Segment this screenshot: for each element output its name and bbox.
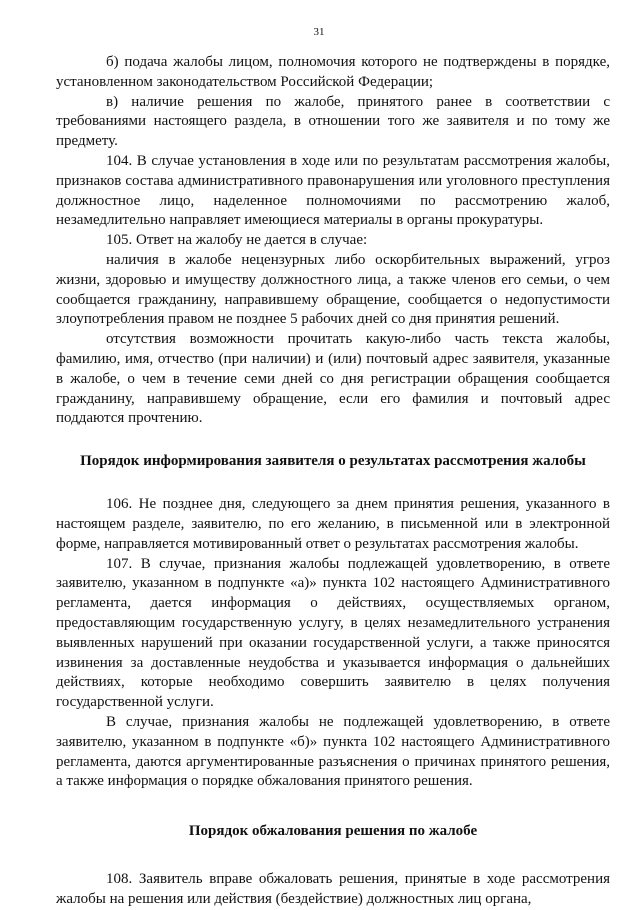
paragraph-item-v: в) наличие решения по жалобе, принятого ранее в соответствии с требованиями настоящего раздела, в отношении того же заявителя и по тому же предмету. (56, 93, 610, 150)
paragraph-105: 105. Ответ на жалобу не дается в случае: (106, 232, 368, 249)
paragraph-105-case-unreadable: отсутствия возможности прочитать какую-либо часть текста жалобы, фамилию, имя, отчество (при наличии) и (или) почтовый адрес заявителя, указанные в жалобе, о чем в течение семи дней со дня регистрации обращения сообщается гражданину, направившему обращение, если его фамилия и почтовый адрес поддаются прочтению. (56, 331, 610, 427)
page-number: 31 (313, 26, 325, 38)
paragraph-105-case-obscene: наличия в жалобе нецензурных либо оскорбительных выражений, угроз жизни, здоровью и имуществу должностного лица, а также членов его семьи, о чем сообщается гражданину, направившему обращение, сообщается о недопустимости злоупотребления правом не позднее 5 рабочих дней со дня принятия решений. (56, 251, 610, 328)
paragraph-107-rejection: В случае, признания жалобы не подлежащей удовлетворению, в ответе заявителю, указанном в подпункте «б)» пункта 102 настоящего Административного регламента, даются аргументированные разъяснения о причинах принятого решения, а также информация о порядке обжалования принятого решения. (56, 713, 610, 790)
paragraph-107: 107. В случае, признания жалобы подлежащей удовлетворению, в ответе заявителю, указанном в подпункте «а)» пункта 102 настоящего Административного регламента, дается информация о действиях, осуществляемых органом, предоставляющим государственную услугу, в целях незамедлительного устранения выявленных нарушений при оказании государственной услуги, а также приносятся извинения за доставленные неудобства и указывается информация о дальнейших действиях, которые необходимо совершить заявителю в целях получения государственной услуги. (56, 555, 610, 711)
paragraph-104: 104. В случае установления в ходе или по результатам рассмотрения жалобы, признаков состава административного правонарушения или уголовного преступления должностное лицо, наделенное полномочиями по рассмотрению жалоб, незамедлительно направляет имеющиеся материалы в органы прокуратуры. (56, 152, 610, 229)
document-body (56, 53, 610, 910)
section-heading-appeal: Порядок обжалования решения по жалобе (188, 823, 478, 840)
paragraph-106: 106. Не позднее дня, следующего за днем принятия решения, указанного в настоящем разделе, заявителю, по его желанию, в письменной или в электронной форме, направляется мотивированный ответ о результатах рассмотрения жалобы. (56, 496, 610, 552)
section-heading-informing: Порядок информирования заявителя о результатах рассмотрения жалобы (80, 453, 586, 470)
paragraph-108: 108. Заявитель вправе обжаловать решения, принятые в ходе рассмотрения жалобы на решения или действия (бездействие) должностных лиц органа, (56, 871, 610, 907)
paragraph-item-b: б) подача жалобы лицом, полномочия которого не подтверждены в порядке, установленном законодательством Российской Федерации; (56, 54, 610, 90)
